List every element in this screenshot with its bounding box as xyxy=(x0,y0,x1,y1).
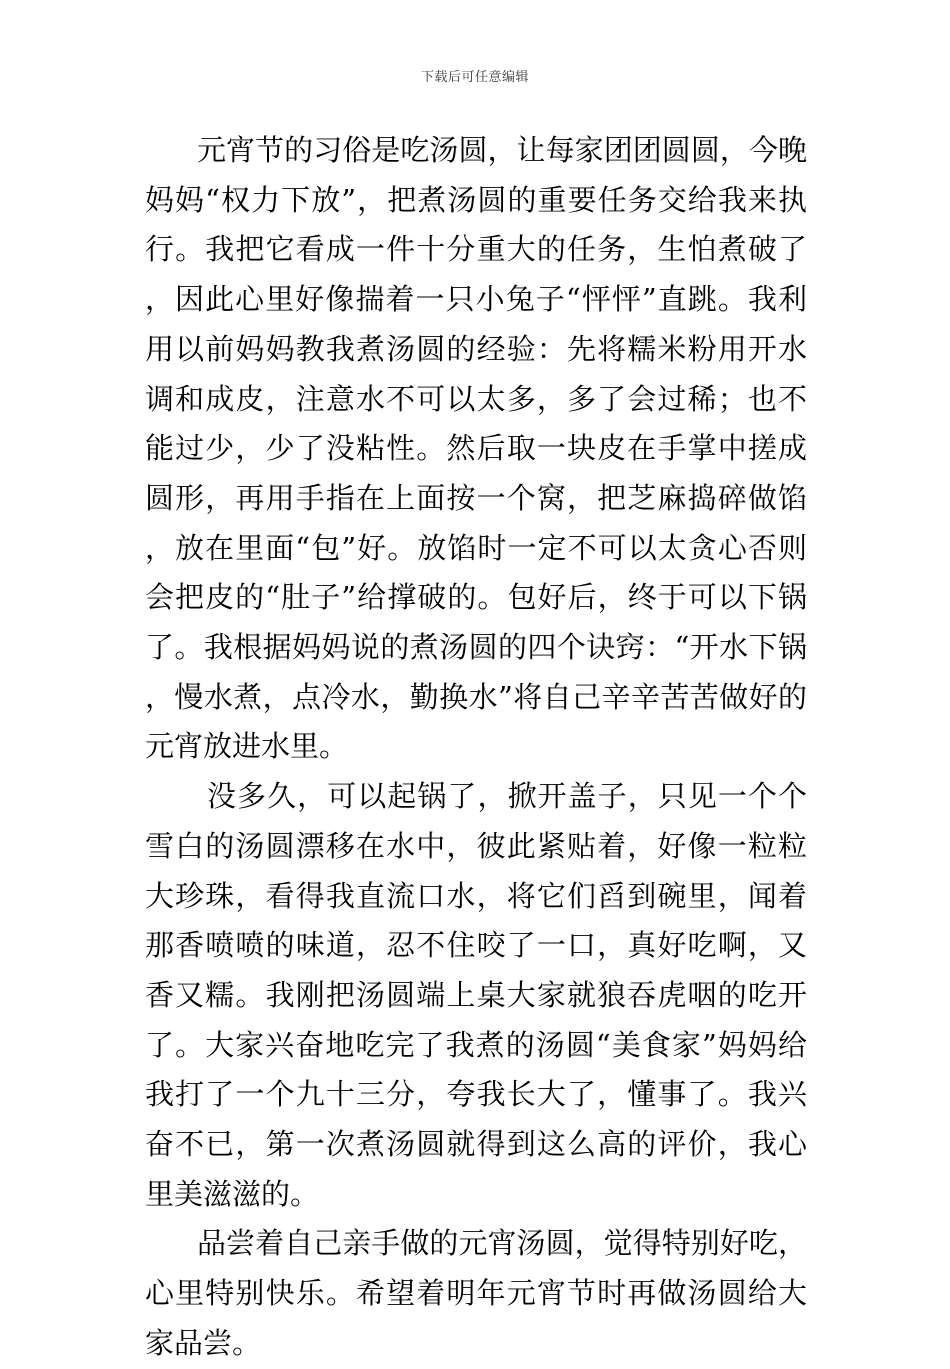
page-header: 下载后可任意编辑 xyxy=(420,70,529,85)
essay-body xyxy=(145,126,807,1369)
paragraph-3: 品尝着自己亲手做的元宵汤圆，觉得特别好吃，心里特别快乐。希望着明年元宵节时再做汤圆给大家品尝。 xyxy=(145,1226,807,1360)
paragraph-1: 元宵节的习俗是吃汤圆，让每家团团圆圆，今晚妈妈“权力下放”，把煮汤圆的重要任务交给我来执行。我把它看成一件十分重大的任务，生怕煮破了，因此心里好像揣着一只小兔子“怦怦”直跳。我利用以前妈妈教我煮汤圆的经验：先将糯米粉用开水调和成皮，注意水不可以太多，多了会过稀；也不能过少，少了没粘性。然后取一块皮在手掌中搓成圆形，再用手指在上面按一个窝，把芝麻捣碎做馅，放在里面“包”好。放馅时一定不可以太贪心否则会把皮的“肚子”给撑破的。包好后，终于可以下锅了。我根据妈妈说的煮汤圆的四个诀窍：“开水下锅，慢水煮，点冷水，勤换水”将自己辛辛苦苦做好的元宵放进水里。 xyxy=(145,133,807,764)
paragraph-2: 没多久，可以起锅了，掀开盖子，只见一个个雪白的汤圆漂移在水中，彼此紧贴着，好像一粒粒大珍珠，看得我直流口水，将它们舀到碗里，闻着那香喷喷的味道，忍不住咬了一口，真好吃啊，又香又糯。我刚把汤圆端上桌大家就狼吞虎咽的吃开了。大家兴奋地吃完了我煮的汤圆“美食家”妈妈给我打了一个九十三分，夸我长大了，懂事了。我兴奋不已，第一次煮汤圆就得到这么高的评价，我心里美滋滋的。 xyxy=(145,779,807,1211)
